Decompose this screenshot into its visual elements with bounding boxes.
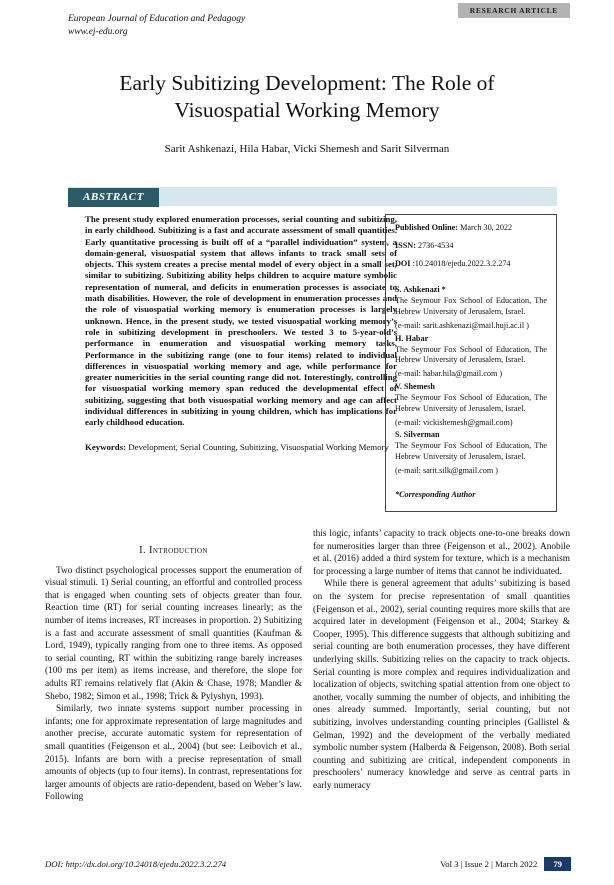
research-article-badge: RESEARCH ARTICLE (458, 3, 570, 18)
doi (395, 259, 547, 270)
author-name: S. Ashkenazi * (395, 285, 446, 295)
author-name: H. Habar (395, 333, 429, 343)
body-paragraph: Two distinct psychological processes support the enumeration of visual stimuli. 1) Serial counting, an effortful and controlled process that is engaged when counting sets of objects greater than four. Reaction time (RT) for serial counting increases linearly; as the number of items increases, RT increases in proportion. 2) Subitizing is a fast and accurate assessment of small quantities (Kaufman & Lord, 1949), typically ranging from one to three items. As opposed to serial counting, RT within the subitizing range barely increases (100 ms per item) as items increase, and therefore, the slope for adults RT remains relatively flat (Akin & Chase, 1978; Mandler & Shebo, 1982; Simon et al., 1998; Trick & Pylyshyn, 1993). (45, 565, 302, 702)
author-info-block (395, 382, 547, 428)
keywords-label: Keywords: (85, 441, 127, 452)
publication-info-box (385, 214, 557, 512)
abstract-header-bar (68, 187, 557, 206)
article-title-line2: Visuospatial Working Memory (174, 97, 440, 122)
corresponding-author-note: *Corresponding Author (395, 489, 476, 499)
footer-issue-info: Vol 3 | Issue 2 | March 2022 (440, 859, 538, 869)
footer-doi-link[interactable]: DOI: http://dx.doi.org/10.24018/ejedu.2022.3.2.274 (45, 859, 227, 869)
author-affiliation: The Seymour Fox School of Education, The Hebrew University of Jerusalem, Israel. (395, 296, 547, 317)
abstract-heading: ABSTRACT (68, 188, 159, 207)
published-online-label: Published Online: (395, 223, 461, 232)
author-affiliation: The Seymour Fox School of Education, The Hebrew University of Jerusalem, Israel. (395, 441, 547, 462)
article-title (0, 70, 614, 123)
author-affiliation: The Seymour Fox School of Education, The Hebrew University of Jerusalem, Israel. (395, 392, 547, 413)
issn-label: ISSN: (395, 240, 418, 250)
author-email: (e-mail: sarit.silk@gmail.com ) (395, 465, 499, 475)
page-footer (45, 857, 571, 871)
published-online (395, 223, 547, 234)
section-heading-introduction: I. Introduction (139, 545, 208, 556)
body-columns (45, 528, 570, 804)
right-column (313, 528, 570, 804)
abstract-section (68, 187, 557, 512)
author-email: (e-mail: habar.hila@gmail.com ) (395, 369, 503, 379)
author-email: (e-mail: sarit.ashkenazi@mail.huji.ac.il ) (395, 320, 529, 330)
abstract-column (68, 214, 400, 512)
journal-masthead (68, 13, 245, 39)
abstract-text: The present study explored enumeration processes, serial counting and subitizing, in early childhood. Subitizing is a fast and accurate assessment of small quantities. Early quantitative processing is built off of a “parallel individuation” system, a domain-general, visuospatial system that allows infants to track small sets of objects. This system creates a precise mental model of every object in a small set, similar to subitizing. Subitizing ability helps children to acquire mature symbolic representation of numeral, and deficits in enumeration processes is associate to math disabilities. However, the role of development in enumeration processes and the role of visuospatial working memory is enumeration processes is largely unknown. Hence, in the present study, we tested visuospatial working memory’s role in subitizing development in preschoolers. We tested 3 to 5-year-old’s performance in enumeration and visuospatial working memory tasks. Performance in the subitizing range (one to four items) related to individual differences in visuospatial working memory and age, while performance for greater numericities in the serial counting range did not. Interestingly, controlling for visuospatial working memory span reduced the developmental effect of subitizing, suggesting that both visuospatial working memory and age can affect individual differences in subitizing in young children, which has implications for early childhood education. (85, 214, 397, 428)
author-info-block (395, 334, 547, 380)
journal-name: European Journal of Education and Pedagogy (68, 14, 246, 24)
doi-value: :10.24018/ejedu.2022.3.2.274 (412, 258, 511, 268)
page-number-badge: 79 (544, 857, 571, 871)
published-online-value: March 30, 2022 (460, 223, 513, 232)
issn (395, 241, 547, 252)
body-paragraph: this logic, infants’ capacity to track objects one-to-one breaks down for numerosities larger than three (Feigenson et al., 2002). Anobile et al. (2016) added a third system for texture, which is a mechanism for processing a large number of items that cannot be individuated. (313, 529, 570, 577)
keywords-value: Development, Serial Counting, Subitizing, Visuospatial Working Memory (128, 441, 389, 452)
author-info-block (395, 430, 547, 476)
issn-value: 2736-4534 (417, 240, 454, 250)
keywords-line (85, 442, 397, 453)
author-email: (e-mail: vickishemesh@gmail.com) (395, 417, 513, 427)
doi-label: DOI (395, 258, 413, 268)
author-info-block (395, 285, 547, 331)
journal-url[interactable]: www.ej-edu.org (68, 26, 128, 37)
authors-line: Sarit Ashkenazi, Hila Habar, Vicki Shemesh and Sarit Silverman (164, 143, 450, 155)
author-affiliation: The Seymour Fox School of Education, The Hebrew University of Jerusalem, Israel. (395, 344, 547, 365)
body-paragraph: Similarly, two innate systems support number processing in infants; one for approximate representation of large magnitudes and another precise, accurate automatic system for representation of small quantities (Feigenson et al., 2004) (but see: Leibovich et al., 2015). Infants are born with a precise representation of small amounts of objects (up to four items). In contrast, representations for larger amounts of objects are ratio-dependent, based on Weber’s law. Following (45, 704, 302, 803)
article-title-line1: Early Subitizing Development: The Role of (119, 71, 495, 95)
left-column (45, 528, 302, 804)
footer-issue-block (440, 857, 571, 871)
author-name: V. Shemesh (395, 382, 435, 392)
author-name: S. Silverman (395, 430, 440, 440)
body-paragraph: While there is general agreement that adults’ subitizing is based on the system for precise representation of small quantities (Feigenson et al., 2002), serial counting requires more skills that are acquired later in development (Feigenson et al., 2004; Starkey & Cooper, 1995). This difference suggests that although subitizing and serial counting are both enumeration processes, they have different underlying skills. Subitizing relies on the capacity to track objects. Serial counting is more complex and requires individualization and localization of objects, switching spatial attention from one object to another, vocally summing the number of objects, and inhibiting the ones already summed. Importantly, serial counting, but not subitizing, involves understanding counting principles (Gallistel & Gelman, 1992) and the development of the verbally mediated symbolic number system (Halberda & Feigenson, 2008). Both serial counting and subitizing are critical, independent components in preschoolers’ numeracy knowledge and serve as central parts in early numeracy (313, 579, 570, 791)
